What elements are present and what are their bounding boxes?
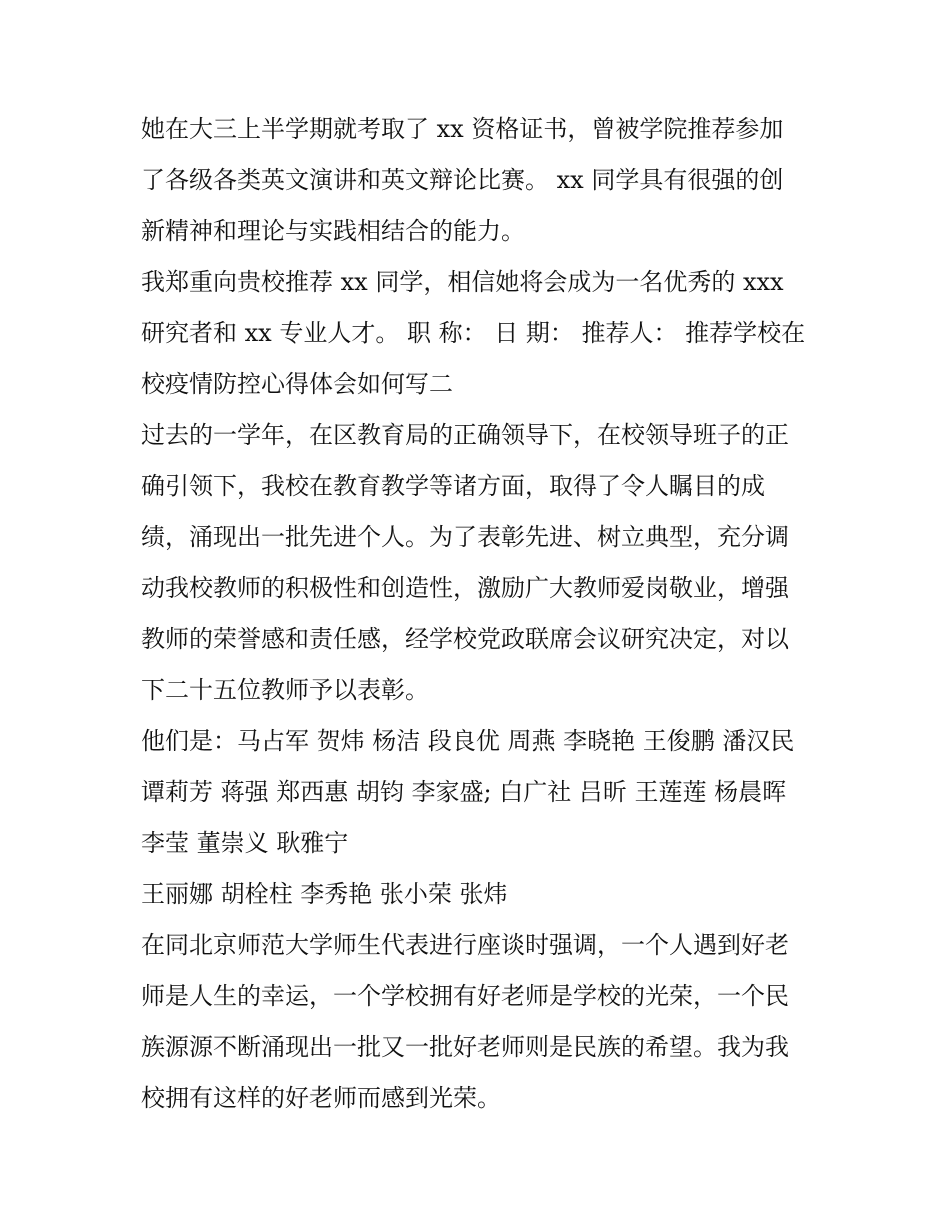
text-line: 师是人生的幸运，一个学校拥有好老师是学校的光荣，一个民	[141, 982, 789, 1010]
text-line: 确引领下，我校在教育教学等诸方面，取得了令人瞩目的成	[141, 472, 765, 500]
text-line: 动我校教师的积极性和创造性，激励广大教师爱岗敬业，增强	[141, 574, 789, 602]
text-line: 教师的荣誉感和责任感，经学校党政联席会议研究决定，对以	[141, 625, 789, 653]
text-line: 下二十五位教师予以表彰。	[141, 676, 429, 704]
text-line: 她在大三上半学期就考取了 xx 资格证书，曾被学院推荐参加	[141, 115, 784, 143]
document-body	[141, 104, 821, 1124]
text-line: 我郑重向贵校推荐 xx 同学，相信她将会成为一名优秀的 xxx	[141, 268, 784, 296]
text-line: 在同北京师范大学师生代表进行座谈时强调，一个人遇到好老	[141, 931, 789, 959]
text-line: 族源源不断涌现出一批又一批好老师则是民族的希望。我为我	[141, 1033, 789, 1061]
text-line: 绩，涌现出一批先进个人。为了表彰先进、树立典型，充分调	[141, 523, 789, 551]
text-line: 新精神和理论与实践相结合的能力。	[141, 217, 525, 245]
text-line: 了各级各类英文演讲和英文辩论比赛。 xx 同学具有很强的创	[141, 166, 784, 194]
text-line: 研究者和 xx 专业人才。 职 称： 日 期： 推荐人： 推荐学校在	[141, 319, 806, 347]
text-line: 李莹 董崇义 耿雅宁	[141, 829, 349, 857]
text-line: 谭莉芳 蒋强 郑西惠 胡钧 李家盛; 白广社 吕昕 王莲莲 杨晨晖	[141, 778, 787, 806]
text-line: 校拥有这样的好老师而感到光荣。	[141, 1084, 501, 1112]
text-line: 王丽娜 胡栓柱 李秀艳 张小荣 张炜	[141, 880, 508, 908]
text-line: 他们是：马占军 贺炜 杨洁 段良优 周燕 李晓艳 王俊鹏 潘汉民	[141, 727, 795, 755]
text-line: 过去的一学年，在区教育局的正确领导下，在校领导班子的正	[141, 421, 789, 449]
text-line: 校疫情防控心得体会如何写二	[141, 370, 453, 398]
